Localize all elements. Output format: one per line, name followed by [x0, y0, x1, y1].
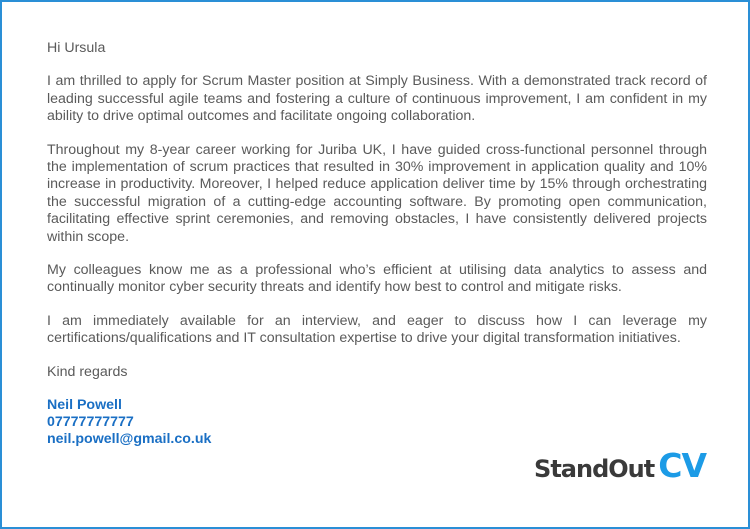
paragraph-experience: Throughout my 8-year career working for Juriba UK, I have guided cross-functional personnel through the implementation of scrum practices that resulted in 30% improvement in application quality and 10% increase in productivity. Moreover, I helped reduce application deliver time by 15% through orchestrating the successful migration of a cutting-edge accounting software. By promoting open communication, facilitating effective sprint ceremonies, and removing obstacles, I have consistently delivered projects within scope.: [47, 141, 707, 245]
cover-letter: [47, 40, 707, 448]
greeting: Hi Ursula: [47, 40, 106, 56]
logo-text-cv: CV: [658, 446, 706, 485]
signature-phone: 07777777777: [47, 414, 134, 431]
standout-cv-logo: [534, 446, 706, 485]
signature-name: Neil Powell: [47, 397, 122, 414]
logo-text-standout: StandOut: [534, 455, 655, 483]
paragraph-skills: My colleagues know me as a professional who’s efficient at utilising data analytics to assess and continually monitor cyber security threats and identify how best to control and mitigate risks.: [47, 262, 707, 296]
closing: Kind regards: [47, 363, 128, 380]
paragraph-availability: I am immediately available for an interview, and eager to discuss how I can leverage my certifications/qualifications and IT consultation expertise to drive your digital transformation initiatives.: [47, 312, 707, 347]
signature-email: neil.powell@gmail.co.uk: [47, 431, 212, 448]
paragraph-intro: I am thrilled to apply for Scrum Master position at Simply Business. With a demonstrated track record of leading successful agile teams and fostering a culture of continuous improvement, I am confident in my ability to drive optimal outcomes and facilitate ongoing collaboration.: [47, 73, 707, 125]
signature-block: [47, 397, 707, 448]
